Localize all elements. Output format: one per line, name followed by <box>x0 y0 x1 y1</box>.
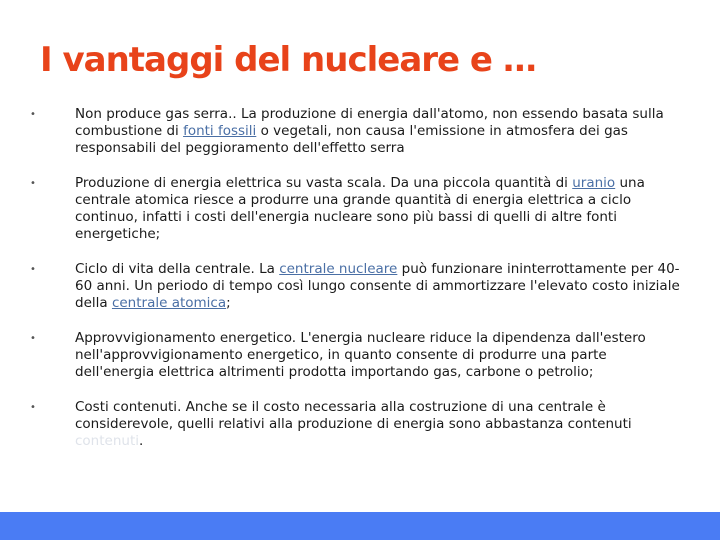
bullet-icon: • <box>30 264 36 275</box>
bullet-icon: • <box>30 109 36 120</box>
bullet-text: o vegetali, non causa l'emissione in atmosfera dei gas responsabili del peggioramento dell'effetto serra <box>75 123 628 156</box>
bullet-text: . L'energia nucleare riduce la dipendenza dall'estero nell'approvvigionamento energetico, in quanto consente di produrre una parte dell'energia elettrica altrimenti prodotta importando gas, carbone o petrolio; <box>75 330 646 380</box>
bullet-text: . La produzione di energia dall'atomo, non essendo basata sulla combustione di <box>75 106 664 139</box>
link-uranio[interactable]: uranio <box>572 175 616 191</box>
slide-title: I vantaggi del nucleare e … <box>40 40 536 80</box>
bullet-text: ; <box>226 295 231 311</box>
bullet-icon: • <box>30 178 36 189</box>
bullet-lead: Costi contenuti <box>75 399 178 415</box>
bullet-text: . La <box>250 261 280 277</box>
bullet-item <box>30 399 680 450</box>
bullet-item <box>30 330 680 381</box>
bullet-icon: • <box>30 333 36 344</box>
link-centrale-nucleare[interactable]: centrale nucleare <box>279 261 398 277</box>
bullet-lead: Ciclo di vita della centrale <box>75 261 251 277</box>
bullet-list <box>30 106 680 468</box>
bullet-item <box>30 106 680 157</box>
bullet-text: . <box>139 433 144 449</box>
bullet-text: . Da una piccola quantità di <box>381 175 573 191</box>
bullet-item <box>30 261 680 312</box>
bullet-text: . Anche se il costo necessaria alla costruzione di una centrale è considerevole, quelli relativi alla produzione di energia sono abbastanza contenuti <box>75 399 632 432</box>
bullet-icon: • <box>30 402 36 413</box>
bullet-text: può funzionare ininterrottamente per 40-60 anni. Un periodo di tempo così lungo consente di ammortizzare l'elevato costo iniziale della <box>75 261 680 311</box>
bullet-lead: Non produce gas serra. <box>75 106 233 122</box>
bullet-lead: Approvvigionamento energetico <box>75 330 292 346</box>
footer-bar <box>0 512 720 540</box>
faded-text: contenuti <box>75 433 139 449</box>
bullet-lead: Produzione di energia elettrica su vasta scala <box>75 175 382 191</box>
link-fonti-fossili[interactable]: fonti fossili <box>183 123 257 139</box>
bullet-text: una centrale atomica riesce a produrre una grande quantità di energia elettrica a ciclo continuo, infatti i costi dell'energia nucleare sono più bassi di quelli di altre fonti energetiche; <box>75 175 645 242</box>
link-centrale-atomica[interactable]: centrale atomica <box>111 295 227 311</box>
bullet-item <box>30 175 680 243</box>
